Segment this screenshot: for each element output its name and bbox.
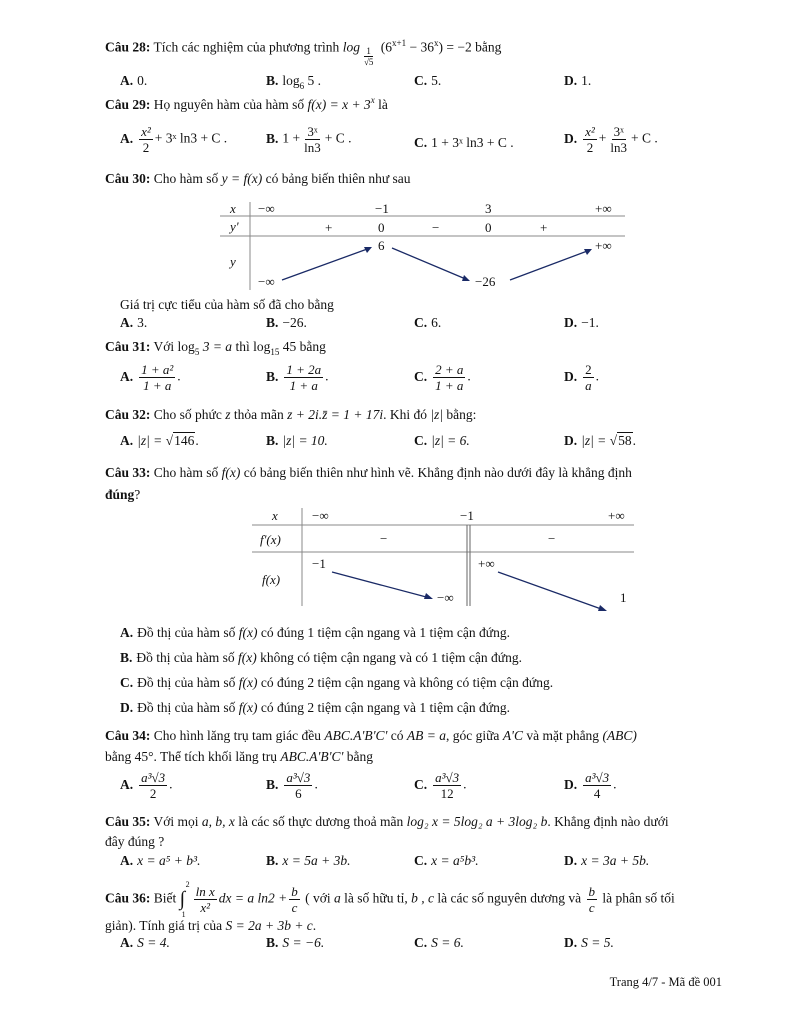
question-32: Câu 32: Cho số phức z thỏa mãn z + 2i.z̄ = 1 + 17i. Khi đó |z| bằng: (105, 407, 477, 422)
q36-option-b: B. S = −6. (266, 935, 325, 950)
q30-sign: + (540, 220, 548, 235)
q33-sign: − (380, 531, 388, 546)
q31-option-d: D. $\frac{2}{a}$ . (564, 362, 599, 393)
q30-option-b: B. −26. (266, 315, 307, 330)
q30-arrow-up (510, 250, 590, 280)
q31-option-c: C. $\frac{2 + a}{1 + a}$ . (414, 362, 471, 393)
q33-x-val: +∞ (608, 508, 625, 523)
q30-x-val: 3 (485, 201, 492, 216)
question-28: Câu 28: Tích các nghiệm của phương trình log $\frac{1}{√5}$ $(6^{x+1} - 36^x) = -2$ bằng (105, 37, 502, 67)
question-33-line2: đúng? (105, 487, 141, 502)
q30-x-val: +∞ (595, 201, 612, 216)
q29-option-d: D. $\frac{\text{x²}}{2}$ + $\frac{\text{3ˣ}}{\ln 3}$ + C . (564, 124, 658, 155)
question-29: Câu 29: Họ nguyên hàm của hàm số $f(x) = x + 3^x$ là (105, 95, 388, 112)
question-36-line2: giản). Tính giá trị của S = 2a + 3b + c. (105, 918, 317, 933)
question-35: Câu 35: Với mọi a, b, x là các số thực dương thoả mãn log₂ x = 5log₂ a + 3log₂ b. Khẳng định nào dưới (105, 814, 669, 829)
q30-sign: + (325, 220, 333, 235)
q30-y-val: +∞ (595, 238, 612, 253)
q28-option-c: C. 5. (414, 73, 442, 88)
q32-option-d: D. |z| = √58. (564, 433, 636, 448)
q33-option-b: B. Đồ thị của hàm số f(x) không có tiệm cận ngang và có 1 tiệm cận đứng. (120, 650, 522, 665)
q36-option-c: C. S = 6. (414, 935, 464, 950)
q33-f-val: −∞ (437, 590, 454, 605)
q30-x-label: x (230, 201, 236, 216)
q31-option-a: A. $\frac{\text{1 + a²}}{1 + a}$ . (120, 362, 181, 393)
q34-option-a: A. $\frac{\text{a³√3}}{2}$ . (120, 770, 173, 801)
q29-option-a: A. $\frac{\text{x²}}{2}$ + 3ˣ ln3 + C . (120, 124, 228, 155)
q33-option-a: A. Đồ thị của hàm số f(x) có đúng 1 tiệm cận ngang và 1 tiệm cận đứng. (120, 625, 510, 640)
q32-option-b: B. |z| = 10. (266, 433, 328, 448)
q30-yp-label: y' (230, 219, 239, 234)
q33-x-val: −1 (460, 508, 474, 523)
question-36: Câu 36: Biết ∫ 2 1 $\frac{\text{ln x}}{\text{x²}}$ dx = a ln2 + $\frac{b}{c}$ ( với a là số hữu tỉ, b , c là các số nguyên dương và $\frac{b}{c}$ là phân số tối (105, 879, 675, 919)
q30-y-val: 6 (378, 238, 385, 253)
q33-arrowhead (424, 593, 433, 599)
q28-option-b: B. $\log_6 5$ . (266, 73, 322, 91)
q29-option-b: B. 1 + $\frac{\text{3ˣ}}{\ln 3}$ + C . (266, 124, 352, 155)
q35-option-a: A. x = a⁵ + b³. (120, 853, 201, 868)
q33-f-label: f(x) (262, 572, 281, 587)
q30-y-val: −26 (475, 274, 496, 289)
q35-option-d: D. x = 3a + 5b. (564, 853, 650, 868)
q30-sign: 0 (485, 220, 492, 235)
q33-f-val: +∞ (478, 556, 495, 571)
q30-x-val: −1 (375, 201, 389, 216)
q28-option-a: A. 0. (120, 73, 148, 88)
q33-x-label: x (272, 508, 278, 523)
q30-option-a: A. 3. (120, 315, 148, 330)
q30-question: Giá trị cực tiểu của hàm số đã cho bằng (120, 297, 334, 312)
q33-arrowhead (598, 605, 607, 611)
q33-option-d: D. Đồ thị của hàm số f(x) có đúng 2 tiệm cận ngang và 1 tiệm cận đứng. (120, 700, 510, 715)
question-31: Câu 31: Với $\log_5 3 = a$ thì $\log_{15} 45$ bằng (105, 339, 326, 357)
q33-f-val: −1 (312, 556, 326, 571)
question-33: Câu 33: Cho hàm số f(x) có bảng biến thiên như hình vẽ. Khẳng định nào dưới đây là khẳng định (105, 465, 632, 480)
page-footer: Trang 4/7 - Mã đề 001 (609, 975, 722, 989)
q30-arrow-down (392, 248, 468, 280)
q32-option-a: A. |z| = √146. (120, 433, 199, 448)
variation-table-q30 (220, 200, 630, 296)
q34-option-c: C. $\frac{\text{a³√3}}{12}$ . (414, 770, 467, 801)
q33-f-val: 1 (620, 590, 627, 605)
q30-arrowhead (462, 275, 470, 281)
q35-option-b: B. x = 5a + 3b. (266, 853, 351, 868)
q32-option-c: C. |z| = 6. (414, 433, 470, 448)
variation-table-q33 (252, 506, 642, 612)
q36-option-d: D. S = 5. (564, 935, 614, 950)
q33-x-val: −∞ (312, 508, 329, 523)
q33-arrow-down (498, 572, 604, 610)
q34-option-d: D. $\frac{\text{a³√3}}{4}$ . (564, 770, 617, 801)
q31-option-b: B. $\frac{1 + 2a}{1 + a}$ . (266, 362, 329, 393)
q30-y-label: y (230, 254, 236, 269)
question-35-line2: đây đúng ? (105, 834, 165, 849)
q33-sign: − (548, 531, 556, 546)
q35-option-c: C. x = a⁵b³. (414, 853, 479, 868)
q33-option-c: C. Đồ thị của hàm số f(x) có đúng 2 tiệm cận ngang và không có tiệm cận đứng. (120, 675, 554, 690)
question-34: Câu 34: Cho hình lăng trụ tam giác đều ABC.A'B'C' có AB = a, góc giữa A'C và mặt phẳng (ABC) (105, 728, 637, 743)
q34-option-b: B. $\frac{\text{a³√3}}{6}$ . (266, 770, 318, 801)
question-34-line2: bằng 45°. Thể tích khối lăng trụ ABC.A'B'C' bằng (105, 749, 374, 764)
q33-fp-label: f'(x) (260, 532, 281, 547)
q30-arrow-up (282, 248, 370, 280)
integral-sign: ∫ 2 1 (179, 879, 190, 919)
q30-x-val: −∞ (258, 201, 275, 216)
q30-option-d: D. −1. (564, 315, 599, 330)
q30-sign: 0 (378, 220, 385, 235)
q36-option-a: A. S = 4. (120, 935, 170, 950)
q33-arrow-down (332, 572, 430, 598)
log-base: $\frac{1}{√5}$ (363, 46, 374, 67)
q30-sign: − (432, 220, 440, 235)
q30-y-val: −∞ (258, 274, 275, 289)
q29-option-c: C. 1 + 3ˣ ln3 + C . (414, 135, 514, 150)
q28-option-d: D. 1. (564, 73, 592, 88)
question-30: Câu 30: Cho hàm số y = f(x) có bảng biến thiên như sau (105, 171, 411, 186)
q30-option-c: C. 6. (414, 315, 442, 330)
